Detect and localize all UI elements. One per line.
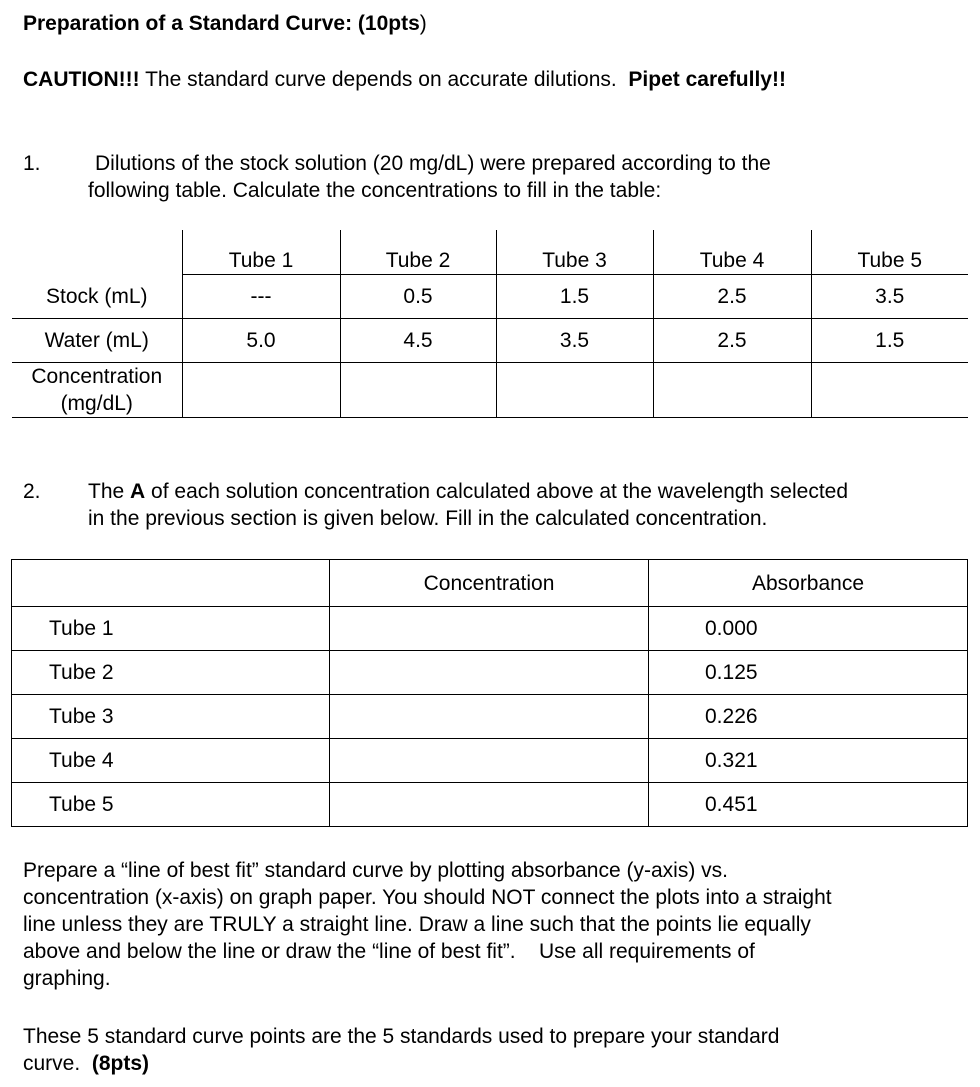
caution-notice (23, 66, 786, 93)
question-1-number: 1. (23, 152, 41, 175)
tube-2-label: Tube 2 (12, 651, 330, 695)
concentration-label-line-2: (mg/dL) (60, 392, 133, 415)
absorbance-header-absorbance: Absorbance (649, 560, 968, 607)
absorbance-header-blank (12, 560, 330, 607)
tube-3-label: Tube 3 (12, 695, 330, 739)
dilution-table (12, 230, 968, 418)
caution-emphasis: Pipet carefully!! (628, 68, 786, 91)
question-2-text (88, 478, 968, 532)
concentration-label (12, 363, 182, 418)
concentration-label-line-1: Concentration (31, 365, 163, 388)
tube-1-concentration-cell[interactable] (330, 607, 649, 651)
table-row (12, 739, 968, 783)
points-label: (8pts) (91, 1052, 150, 1075)
instructions-line-4: above and below the line or draw the “line of best fit”. Use all requirements of (23, 940, 755, 963)
tube-1-label: Tube 1 (12, 607, 330, 651)
dilution-header-tube-1: Tube 1 (182, 230, 340, 275)
tube-4-absorbance: 0.321 (649, 739, 968, 783)
title-tail: ) (419, 12, 427, 35)
absorbance-header-row (12, 560, 968, 607)
tube-3-absorbance: 0.226 (649, 695, 968, 739)
concentration-cell-tube-3[interactable] (496, 363, 653, 418)
stock-tube-4: 2.5 (653, 275, 811, 319)
water-tube-5: 1.5 (811, 319, 968, 363)
water-tube-2: 4.5 (340, 319, 496, 363)
absorbance-table (11, 559, 968, 827)
table-row (12, 695, 968, 739)
page-title (23, 10, 427, 37)
concentration-cell-tube-4[interactable] (653, 363, 811, 418)
concentration-cell-tube-5[interactable] (811, 363, 968, 418)
absorbance-symbol: A (130, 480, 146, 503)
instructions-line-1: Prepare a “line of best fit” standard curve by plotting absorbance (y-axis) vs. (23, 859, 728, 882)
water-tube-4: 2.5 (653, 319, 811, 363)
tube-5-concentration-cell[interactable] (330, 783, 649, 827)
question-1-text (88, 150, 968, 204)
absorbance-header-concentration: Concentration (330, 560, 649, 607)
dilution-header-tube-4: Tube 4 (653, 230, 811, 275)
table-row (12, 783, 968, 827)
dilution-header-row (12, 230, 968, 275)
tube-5-absorbance: 0.451 (649, 783, 968, 827)
tube-4-concentration-cell[interactable] (330, 739, 649, 783)
question-1-line-1: Dilutions of the stock solution (20 mg/dL) were prepared according to the (95, 152, 771, 175)
tube-3-concentration-cell[interactable] (330, 695, 649, 739)
closing-line-1: These 5 standard curve points are the 5 standards used to prepare your standard (23, 1025, 780, 1048)
water-label: Water (mL) (12, 319, 182, 363)
tube-4-label: Tube 4 (12, 739, 330, 783)
stock-label: Stock (mL) (12, 275, 182, 319)
concentration-cell-tube-2[interactable] (340, 363, 496, 418)
instructions-line-3: line unless they are TRULY a straight line. Draw a line such that the points lie equally (23, 913, 811, 936)
dilution-row-stock (12, 275, 968, 319)
instructions-line-5: graphing. (23, 967, 111, 990)
question-2-line-1: The A of each solution concentration calculated above at the wavelength selected (88, 480, 849, 503)
tube-5-label: Tube 5 (12, 783, 330, 827)
stock-tube-3: 1.5 (496, 275, 653, 319)
closing-note (23, 1023, 968, 1077)
question-2-number: 2. (23, 480, 41, 503)
tube-2-absorbance: 0.125 (649, 651, 968, 695)
graphing-instructions (23, 857, 968, 992)
question-1-line-2: following table. Calculate the concentrations to fill in the table: (88, 179, 662, 202)
stock-tube-2: 0.5 (340, 275, 496, 319)
caution-text: The standard curve depends on accurate dilutions. (139, 68, 629, 91)
table-row (12, 651, 968, 695)
tube-2-concentration-cell[interactable] (330, 651, 649, 695)
closing-line-2: curve. (8pts) (23, 1052, 150, 1075)
title-bold: Preparation of a Standard Curve: (10pts (23, 12, 420, 35)
instructions-line-2: concentration (x-axis) on graph paper. You should NOT connect the plots into a straight (23, 886, 832, 909)
dilution-header-blank (12, 230, 182, 275)
dilution-header-tube-5: Tube 5 (811, 230, 968, 275)
question-2-line-2: in the previous section is given below. Fill in the calculated concentration. (88, 507, 768, 530)
dilution-header-tube-3: Tube 3 (496, 230, 653, 275)
caution-label: CAUTION!!! (23, 68, 140, 91)
dilution-row-water (12, 319, 968, 363)
concentration-cell-tube-1[interactable] (182, 363, 340, 418)
dilution-row-concentration (12, 363, 968, 418)
tube-1-absorbance: 0.000 (649, 607, 968, 651)
stock-tube-1: --- (182, 275, 340, 319)
dilution-header-tube-2: Tube 2 (340, 230, 496, 275)
water-tube-1: 5.0 (182, 319, 340, 363)
stock-tube-5: 3.5 (811, 275, 968, 319)
water-tube-3: 3.5 (496, 319, 653, 363)
table-row (12, 607, 968, 651)
